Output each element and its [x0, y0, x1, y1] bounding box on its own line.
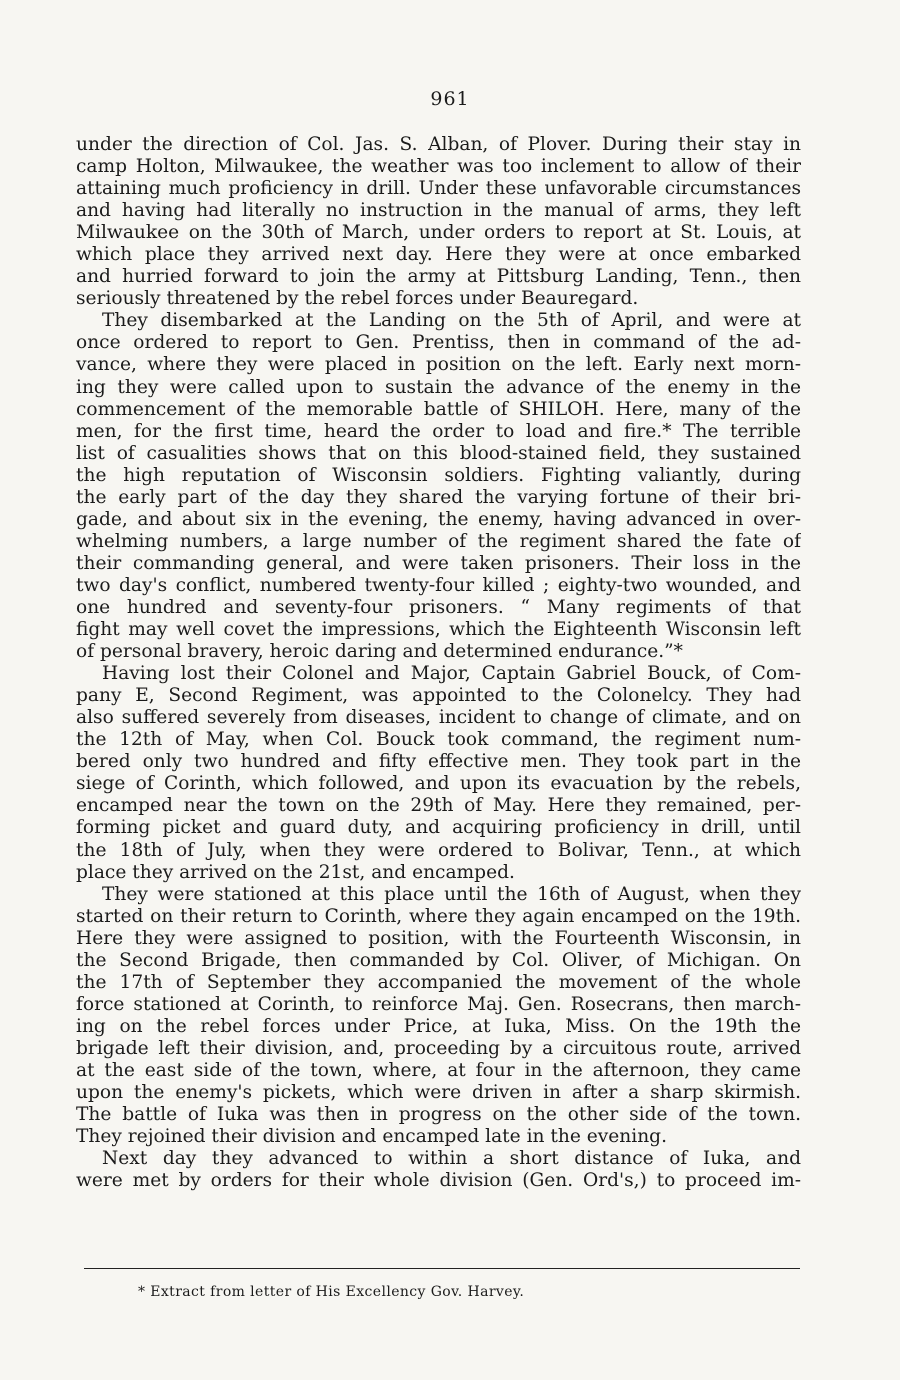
text-line: place they arrived on the 21st, and encamped. — [76, 861, 515, 883]
paragraph-first-line: They were stationed at this place until the 16th of August, when they — [102, 883, 801, 905]
text-line: They rejoined their division and encamped late in the evening. — [76, 1126, 667, 1148]
text-line: upon the enemy's pickets, which were driven in after a sharp skirmish. — [76, 1082, 801, 1104]
text-line: two day's conflict, numbered twenty-four killed ; eighty-two wounded, and — [76, 574, 801, 596]
text-line: one hundred and seventy-four prisoners. “ Many regiments of that — [76, 596, 801, 618]
footnote-divider — [84, 1268, 800, 1269]
body-text — [76, 134, 801, 1192]
paragraph-first-line: Next day they advanced to within a short distance of Iuka, and — [102, 1148, 801, 1170]
text-line: which place they arrived next day. Here they were at once embarked — [76, 244, 801, 266]
text-line: started on their return to Corinth, where they again encamped on the 19th. — [76, 905, 801, 927]
text-line: ing they were called upon to sustain the advance of the enemy in the — [76, 376, 801, 398]
text-line: force stationed at Corinth, to reinforce Maj. Gen. Rosecrans, then march- — [76, 993, 801, 1015]
text-line: pany E, Second Regiment, was appointed to the Colonelcy. They had — [76, 685, 801, 707]
text-line: ing on the rebel forces under Price, at Iuka, Miss. On the 19th the — [76, 1015, 801, 1037]
text-line: the Second Brigade, then commanded by Col. Oliver, of Michigan. On — [76, 949, 801, 971]
paragraph-first-line: They disembarked at the Landing on the 5th of April, and were at — [102, 310, 801, 332]
text-line: their commanding general, and were taken prisoners. Their loss in the — [76, 552, 801, 574]
text-line: siege of Corinth, which followed, and upon its evacuation by the rebels, — [76, 773, 801, 795]
text-line: of personal bravery, heroic daring and determined endurance.”* — [76, 641, 683, 663]
text-line: encamped near the town on the 29th of May. Here they remained, per- — [76, 795, 801, 817]
text-line: and hurried forward to join the army at Pittsburg Landing, Tenn., then — [76, 266, 801, 288]
text-line: also suffered severely from diseases, incident to change of climate, and on — [76, 707, 801, 729]
text-line: once ordered to report to Gen. Prentiss, then in command of the ad- — [76, 332, 801, 354]
text-line: were met by orders for their whole division (Gen. Ord's,) to proceed im- — [76, 1170, 801, 1192]
text-line: list of casualities shows that on this blood-stained field, they sustained — [76, 442, 801, 464]
text-line: vance, where they were placed in position on the left. Early next morn- — [76, 354, 801, 376]
text-line: The battle of Iuka was then in progress on the other side of the town. — [76, 1104, 801, 1126]
text-line: Milwaukee on the 30th of March, under orders to report at St. Louis, at — [76, 222, 801, 244]
text-line: and having had literally no instruction in the manual of arms, they left — [76, 200, 801, 222]
text-line: gade, and about six in the evening, the enemy, having advanced in over- — [76, 508, 801, 530]
text-line: attaining much proficiency in drill. Under these unfavorable circumstances — [76, 178, 801, 200]
footnote: * Extract from letter of His Excellency Gov. Harvey. — [138, 1284, 525, 1300]
paragraph-first-line: Having lost their Colonel and Major, Captain Gabriel Bouck, of Com- — [102, 663, 801, 685]
text-line: seriously threatened by the rebel forces under Beauregard. — [76, 288, 639, 310]
text-line: the high reputation of Wisconsin soldiers. Fighting valiantly, during — [76, 464, 801, 486]
text-line: the 17th of September they accompanied the movement of the whole — [76, 971, 801, 993]
text-line: Here they were assigned to position, with the Fourteenth Wisconsin, in — [76, 927, 801, 949]
text-line: forming picket and guard duty, and acquiring proficiency in drill, until — [76, 817, 801, 839]
text-line: camp Holton, Milwaukee, the weather was too inclement to allow of their — [76, 156, 801, 178]
text-line: whelming numbers, a large number of the regiment shared the fate of — [76, 530, 801, 552]
text-line: bered only two hundred and fifty effective men. They took part in the — [76, 751, 801, 773]
text-line: at the east side of the town, where, at four in the afternoon, they came — [76, 1059, 801, 1081]
text-line: the 12th of May, when Col. Bouck took command, the regiment num- — [76, 729, 801, 751]
text-line: the early part of the day they shared the varying fortune of their bri- — [76, 486, 801, 508]
page-number: 961 — [430, 88, 470, 110]
text-line: men, for the first time, heard the order to load and fire.* The terrible — [76, 420, 801, 442]
text-line: the 18th of July, when they were ordered to Bolivar, Tenn., at which — [76, 839, 801, 861]
text-line: commencement of the memorable battle of SHILOH. Here, many of the — [76, 398, 801, 420]
text-line: brigade left their division, and, proceeding by a circuitous route, arrived — [76, 1037, 801, 1059]
text-line: fight may well covet the impressions, which the Eighteenth Wisconsin left — [76, 619, 801, 641]
text-line: under the direction of Col. Jas. S. Alban, of Plover. During their stay in — [76, 134, 801, 155]
